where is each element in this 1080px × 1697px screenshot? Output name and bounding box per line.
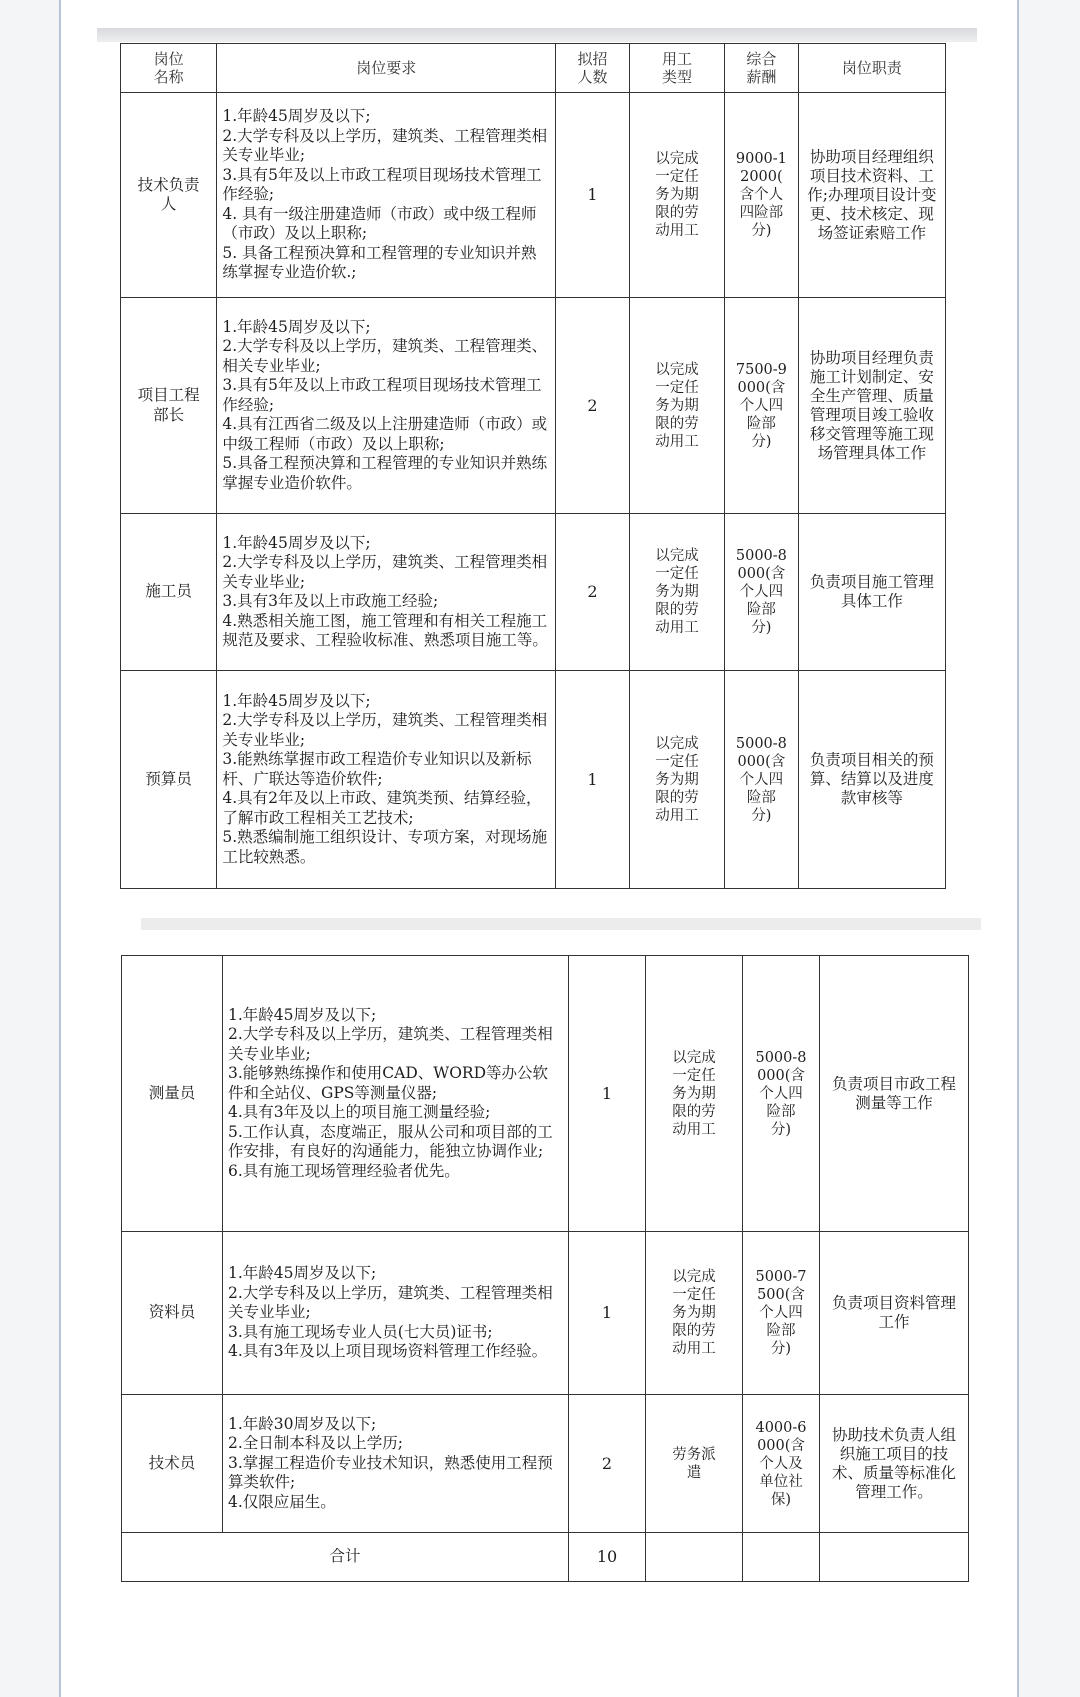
header-position-name-text: 岗位 名称 [153, 50, 184, 86]
salary: 7500-9 000(含 个人四 险部 分) [735, 361, 787, 450]
position-name-cell [122, 956, 223, 1232]
requirement-line: 5.工作认真，态度端正，服从公司和项目部的工作安排，有良好的沟通能力，能独立协调作业; [228, 1122, 553, 1161]
position-name: 技术负责 人 [137, 175, 200, 213]
requirement-line: 4. 具有一级注册建造师（市政）或中级工程师（市政）及以上职称; [222, 204, 537, 243]
employment-type: 以完成 一定任 务为期 限的劳 动用工 [655, 735, 699, 824]
requirement-line: 3.具有5年及以上市政工程项目现场技术管理工作经验; [222, 376, 542, 414]
requirement-line: 4.具有2年及以上市政、建筑类预、结算经验，了解市政工程相关工艺技术; [222, 789, 542, 827]
employment-type: 以完成 一定任 务为期 限的劳 动用工 [655, 548, 699, 636]
employment-type: 以完成 一定任 务为期 限的劳 动用工 [672, 1049, 716, 1138]
requirement-line: 1.年龄45周岁及以下; [222, 317, 371, 336]
table-row [122, 1395, 969, 1533]
duty: 协助技术负责人组织施工项目的技术、质量等标准化管理工作。 [831, 1425, 956, 1501]
table-row [121, 93, 946, 298]
employment-type-cell [646, 1232, 743, 1395]
header-duty-text: 岗位职责 [841, 59, 902, 77]
requirement-line: 1.年龄45周岁及以下; [228, 1264, 377, 1283]
requirement-line: 2.大学专科及以上学历，建筑类、工程管理类相关专业毕业; [222, 553, 548, 591]
salary-cell [743, 956, 820, 1232]
requirements-cell [217, 298, 556, 514]
position-name: 施工员 [145, 582, 192, 601]
total-label: 合计 [329, 1547, 361, 1566]
employment-type: 以完成 一定任 务为期 限的劳 动用工 [655, 361, 699, 450]
position-name: 预算员 [145, 769, 192, 788]
table-row [121, 671, 946, 889]
requirement-line: 3.具有3年及以上市政施工经验; [222, 592, 439, 610]
requirement-line: 5. 具备工程预决算和工程管理的专业知识并熟练掌握专业造价软.; [222, 243, 537, 282]
recruitment-table-part-2 [121, 955, 969, 1582]
requirement-line: 3.具有施工现场专业人员(七大员)证书; [228, 1322, 493, 1341]
requirement-line: 4.具有3年及以上的项目施工测量经验; [228, 1103, 491, 1122]
requirements-cell [223, 956, 569, 1232]
duty: 协助项目经理负责施工计划制定、安全生产管理、质量管理项目竣工验收移交管理等施工现场管理具体工作 [809, 348, 934, 462]
header-requirements [217, 44, 556, 93]
requirements-cell [223, 1232, 569, 1395]
duty-cell [820, 956, 969, 1232]
requirement-line: 4.熟悉相关施工图，施工管理和有相关工程施工规范及要求、工程验收标准、熟悉项目施工等。 [222, 611, 548, 649]
headcount: 2 [601, 1453, 613, 1473]
headcount: 2 [587, 582, 598, 602]
salary: 5000-8 000(含 个人四 险部 分) [735, 735, 787, 824]
duty: 协助项目经理组织项目技术资料、工作;办理项目设计变更、技术核定、现场签证索赔工作 [807, 147, 937, 242]
salary-cell [725, 298, 799, 514]
header-count [556, 44, 630, 93]
requirements-cell [217, 93, 556, 298]
duty-cell [820, 1395, 969, 1533]
duty-cell [820, 1232, 969, 1395]
requirement-line: 3.掌握工程造价专业技术知识，熟悉使用工程预算类软件; [228, 1453, 553, 1492]
count-cell [556, 298, 630, 514]
requirement-line: 6.具有施工现场管理经验者优先。 [228, 1161, 460, 1180]
requirement-line: 4.仅限应届生。 [228, 1492, 336, 1511]
position-name: 技术员 [148, 1453, 196, 1472]
header-count-text: 拟招 人数 [577, 50, 608, 86]
employment-type-cell [646, 1395, 743, 1533]
requirement-line: 5.熟悉编制施工组织设计、专项方案，对现场施工比较熟悉。 [222, 828, 548, 866]
requirement-line: 1.年龄45周岁及以下; [222, 691, 371, 710]
duty: 负责项目相关的预算、结算以及进度款审核等 [809, 751, 934, 807]
requirements-cell [217, 671, 556, 889]
page-break-gap [141, 918, 981, 930]
salary-cell [725, 514, 799, 671]
position-name-cell [121, 298, 217, 514]
total-empty-cell [646, 1533, 743, 1582]
headcount: 1 [601, 1303, 613, 1323]
requirement-line: 1.年龄45周岁及以下; [222, 107, 371, 126]
salary-cell [725, 93, 799, 298]
requirement-line: 2.全日制本科及以上学历; [228, 1434, 404, 1453]
requirement-line: 2.大学专科及以上学历，建筑类、工程管理类相关专业毕业; [222, 711, 548, 749]
headcount: 1 [601, 1083, 613, 1103]
employment-type-cell [629, 298, 724, 514]
duty: 负责项目施工管理具体工作 [809, 573, 934, 610]
duty-cell [798, 514, 945, 671]
total-label-cell [122, 1533, 569, 1582]
employment-type-cell [646, 956, 743, 1232]
headcount: 2 [587, 395, 598, 415]
salary-cell [743, 1232, 820, 1395]
requirement-line: 5.具备工程预决算和工程管理的专业知识并熟练掌握专业造价软件。 [222, 454, 548, 492]
duty-cell [798, 93, 945, 298]
requirements-cell [223, 1395, 569, 1533]
header-salary-text: 综合 薪酬 [746, 50, 777, 86]
position-name: 资料员 [148, 1303, 196, 1322]
position-name-cell [121, 671, 217, 889]
employment-type-cell [629, 93, 724, 298]
requirement-line: 1.年龄30周岁及以下; [228, 1414, 377, 1433]
salary-cell [743, 1395, 820, 1533]
salary-cell [725, 671, 799, 889]
requirement-line: 2.大学专科及以上学历，建筑类、工程管理类、相关专业毕业; [222, 337, 548, 375]
header-employment-type-text: 用工 类型 [661, 50, 692, 86]
requirement-line: 1.年龄45周岁及以下; [228, 1005, 377, 1024]
position-name-cell [122, 1395, 223, 1533]
total-empty-cell [743, 1533, 820, 1582]
recruitment-table-part-1 [120, 43, 946, 889]
salary: 5000-7 500(含 个人四 险部 分) [755, 1269, 807, 1357]
total-count-cell [569, 1533, 646, 1582]
duty-cell [798, 298, 945, 514]
position-name: 项目工程 部长 [137, 386, 200, 424]
duty: 负责项目资料管理工作 [831, 1294, 956, 1331]
requirement-line: 4.具有江西省二级及以上注册建造师（市政）或中级工程师（市政）及以上职称; [222, 415, 548, 453]
total-row [122, 1533, 969, 1582]
header-salary [725, 44, 799, 93]
total-empty-cell [820, 1533, 969, 1582]
count-cell [556, 93, 630, 298]
requirements-cell [217, 514, 556, 671]
requirement-line: 2.大学专科及以上学历，建筑类、工程管理类相关专业毕业; [222, 126, 548, 165]
position-name: 测量员 [148, 1083, 196, 1102]
page-edge-right [1017, 0, 1019, 1697]
table-row [122, 1232, 969, 1395]
table-row [122, 956, 969, 1232]
count-cell [569, 1232, 646, 1395]
header-duty [798, 44, 945, 93]
position-name-cell [121, 514, 217, 671]
duty-cell [798, 671, 945, 889]
salary: 5000-8 000(含 个人四 险部 分) [735, 548, 787, 636]
employment-type: 以完成 一定任 务为期 限的劳 动用工 [655, 151, 699, 239]
duty: 负责项目市政工程测量等工作 [831, 1074, 956, 1112]
table-row [121, 514, 946, 671]
header-requirements-text: 岗位要求 [356, 59, 417, 77]
salary: 4000-6 000(含 个人及 单位社 保) [755, 1419, 807, 1508]
employment-type: 以完成 一定任 务为期 限的劳 动用工 [672, 1269, 716, 1357]
employment-type-cell [629, 514, 724, 671]
employment-type-cell [629, 671, 724, 889]
requirement-line: 2.大学专科及以上学历，建筑类、工程管理类相关专业毕业; [228, 1283, 553, 1322]
requirement-line: 1.年龄45周岁及以下; [222, 533, 371, 552]
count-cell [569, 1395, 646, 1533]
table-row [121, 298, 946, 514]
requirement-line: 2.大学专科及以上学历，建筑类、工程管理类相关专业毕业; [228, 1025, 553, 1063]
headcount: 1 [587, 185, 598, 205]
position-name-cell [121, 93, 217, 298]
header-employment-type [629, 44, 724, 93]
employment-type: 劳务派 遣 [672, 1446, 716, 1481]
total-count: 10 [596, 1547, 618, 1567]
count-cell [556, 671, 630, 889]
headcount: 1 [587, 769, 598, 789]
requirement-line: 3.能够熟练操作和使用CAD、WORD等办公软件和全站仪、GPS等测量仪器; [228, 1064, 549, 1102]
document-page [61, 0, 1017, 1697]
salary: 9000-1 2000( 含个人 四险部 分) [735, 151, 787, 239]
table-header-row [121, 44, 946, 93]
count-cell [569, 956, 646, 1232]
scan-top-strip [97, 28, 977, 42]
position-name-cell [122, 1232, 223, 1395]
requirement-line: 3.能熟练掌握市政工程造价专业知识以及新标杆、广联达等造价软件; [222, 750, 532, 788]
header-position-name [121, 44, 217, 93]
count-cell [556, 514, 630, 671]
requirement-line: 3.具有5年及以上市政工程项目现场技术管理工作经验; [222, 165, 542, 204]
requirement-line: 4.具有3年及以上项目现场资料管理工作经验。 [228, 1342, 548, 1361]
salary: 5000-8 000(含 个人四 险部 分) [755, 1049, 807, 1138]
